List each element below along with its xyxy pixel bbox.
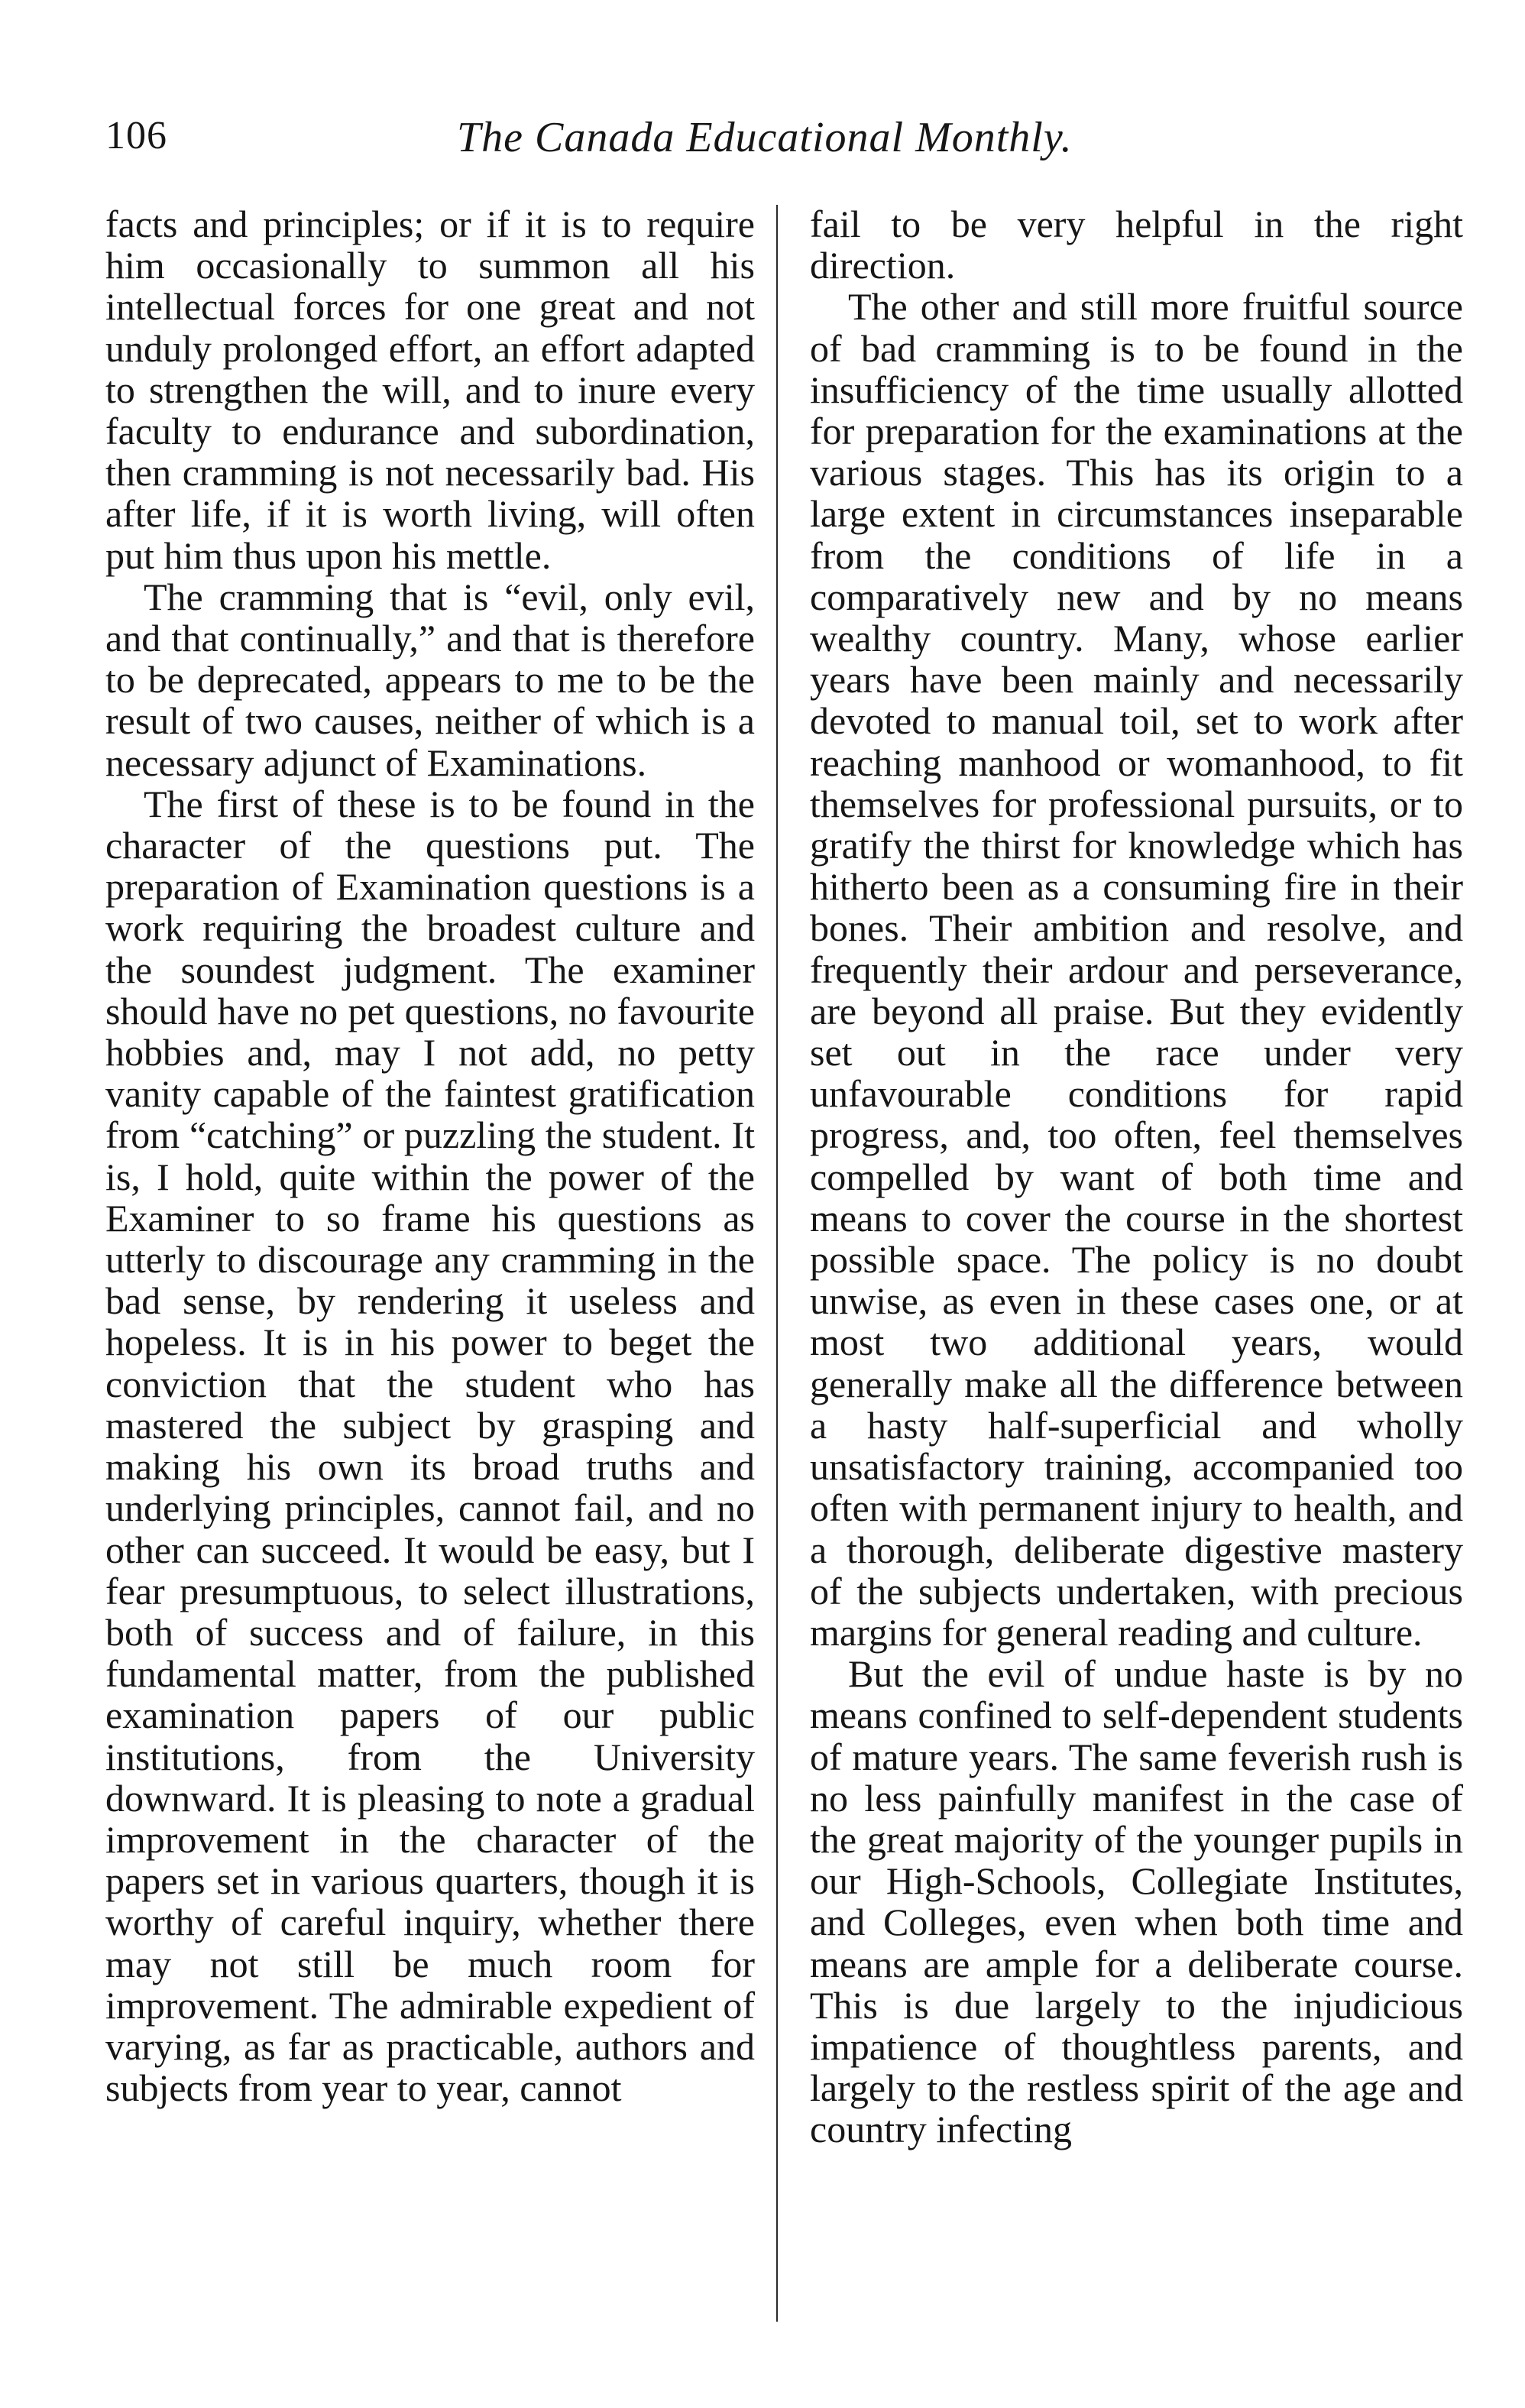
right-column xyxy=(810,203,1463,2150)
paragraph: But the evil of undue haste is by no means confined to self-dependent students of mature years. The same feverish rush is no less painfully manifest in the case of the great majority of the younger pupils in our High-Schools, Collegiate Institutes, and Colleges, even when both time and means are ample for a deliberate course. This is due largely to the injudicious impatience of thoughtless parents, and largely to the restless spirit of the age and country infecting xyxy=(810,1652,1463,2151)
running-title: The Canada Educational Monthly. xyxy=(457,114,1073,161)
page-number: 106 xyxy=(105,114,167,157)
paragraph: The cramming that is “evil, only evil, and that continually,” and that is therefore to be deprecated, appears to me to be the result of two causes, neither of which is a necessary adjunct of Examinations. xyxy=(105,575,755,784)
paragraph: fail to be very helpful in the right direction. xyxy=(810,203,1463,287)
page-header xyxy=(105,113,1458,167)
left-column xyxy=(105,203,755,2108)
column-divider xyxy=(776,205,778,2322)
paragraph: The first of these is to be found in the character of the questions put. The preparation of Examination questions is a work requiring the broadest culture and the soundest judgment. The examiner should have no pet questions, no favourite hobbies and, may I not add, no petty vanity capable of the faintest gratification from “catching” or puzzling the student. It is, I hold, quite within the power of the Examiner to so frame his questions as utterly to discourage any cramming in the bad sense, by rendering it useless and hopeless. It is in his power to beget the conviction that the student who has mastered the subject by grasping and making his own its broad truths and underlying principles, cannot fail, and no other can succeed. It would be easy, but I fear presumptuous, to select illustrations, both of success and of failure, in this fundamental matter, from the published examination papers of our public institutions, from the University downward. It is pleasing to note a gradual improvement in the character of the papers set in various quarters, though it is worthy of careful inquiry, whether there may not still be much room for improvement. The admirable expedient of varying, as far as practicable, authors and subjects from year to year, cannot xyxy=(105,782,755,2110)
paragraph: facts and principles; or if it is to require him occasionally to summon all his intellectual forces for one great and not unduly prolonged effort, an effort adapted to strengthen the will, and to inure every faculty to endurance and subordination, then cramming is not necessarily bad. His after life, if it is worth living, will often put him thus upon his mettle. xyxy=(105,203,755,577)
paragraph: The other and still more fruitful source of bad cramming is to be found in the insufficiency of the time usually allotted for preparation for the examinations at the various stages. This has its origin to a large extent in circumstances inseparable from the conditions of life in a comparatively new and by no means wealthy country. Many, whose earlier years have been mainly and necessarily devoted to manual toil, set to work after reaching manhood or womanhood, to fit themselves for professional pursuits, or to gratify the thirst for knowledge which has hitherto been as a consuming fire in their bones. Their ambition and resolve, and frequently their ardour and perseverance, are beyond all praise. But they evidently set out in the race under very unfavourable conditions for rapid progress, and, too often, feel themselves compelled by want of both time and means to cover the course in the shortest possible space. The policy is no doubt unwise, as even in these cases one, or at most two additional years, would generally make all the difference between a hasty half-superficial and wholly unsatisfactory training, accompanied too often with permanent injury to health, and a thorough, deliberate digestive mastery of the subjects undertaken, with precious margins for general reading and culture. xyxy=(810,285,1463,1654)
